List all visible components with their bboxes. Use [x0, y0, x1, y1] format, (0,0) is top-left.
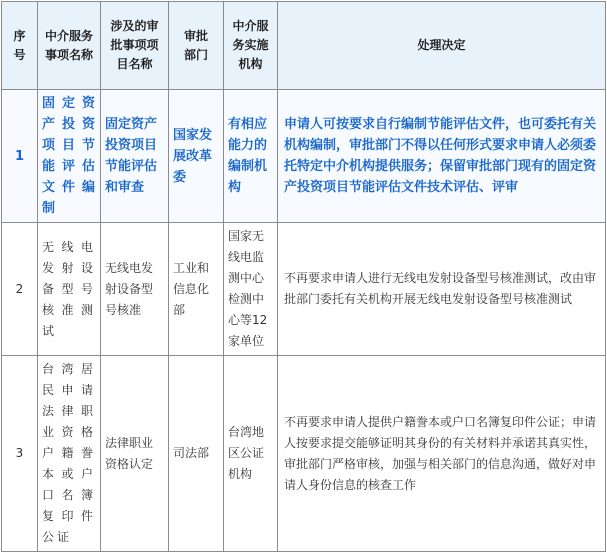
header-approval-dept: 审批部门 [169, 2, 224, 90]
row-agency: 有相应能力的编制机构 [224, 90, 278, 223]
table-row [2, 356, 606, 552]
intermediary-services-table [1, 1, 606, 552]
row-service-name: 台湾居民申请法律职业资格户籍誊本或户口名簿复印件公证 [38, 356, 101, 552]
header-row [2, 2, 606, 90]
row-seq: 1 [2, 90, 38, 223]
header-seq: 序号 [2, 2, 38, 90]
header-approval-item: 涉及的审批事项项目名称 [101, 2, 169, 90]
row-approval-dept: 工业和信息化部 [169, 223, 224, 356]
row-decision: 不再要求申请人进行无线电发射设备型号核准测试，改由审批部门委托有关机构开展无线电发射设备型号核准测试 [278, 223, 606, 356]
header-agency: 中介服务实施机构 [224, 2, 278, 90]
row-seq: 2 [2, 223, 38, 356]
row-agency: 国家无线电监测中心检测中心等12家单位 [224, 223, 278, 356]
row-decision: 申请人可按要求自行编制节能评估文件，也可委托有关机构编制，审批部门不得以任何形式要求申请人必须委托特定中介机构提供服务；保留审批部门现有的固定资产投资项目节能评估文件技术评估、评审 [278, 90, 606, 223]
row-service-name: 固定资产投资项目节能评估文件编制 [38, 90, 101, 223]
header-service-name: 中介服务事项名称 [38, 2, 101, 90]
row-seq: 3 [2, 356, 38, 552]
row-approval-item: 无线电发射设备型号核准 [101, 223, 169, 356]
table-row [2, 223, 606, 356]
table-row [2, 90, 606, 223]
row-decision: 不再要求申请人提供户籍誊本或户口名簿复印件公证；申请人按要求提交能够证明其身份的有关材料并承诺其真实性，审批部门严格审核，加强与相关部门的信息沟通，做好对申请人身份信息的核查工作 [278, 356, 606, 552]
row-service-name: 无线电发射设备型号核准测试 [38, 223, 101, 356]
row-agency: 台湾地区公证机构 [224, 356, 278, 552]
row-approval-dept: 国家发展改革委 [169, 90, 224, 223]
row-approval-item: 法律职业资格认定 [101, 356, 169, 552]
row-approval-dept: 司法部 [169, 356, 224, 552]
row-approval-item: 固定资产投资项目节能评估和审查 [101, 90, 169, 223]
header-decision: 处理决定 [278, 2, 606, 90]
